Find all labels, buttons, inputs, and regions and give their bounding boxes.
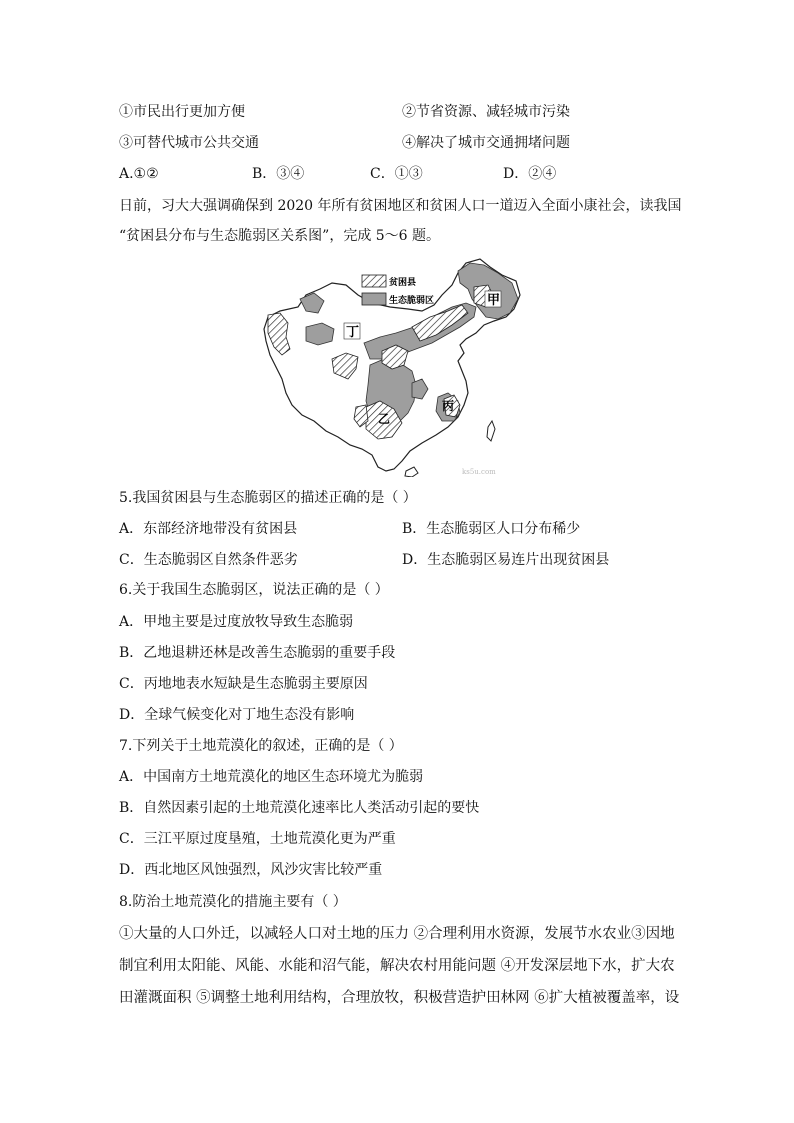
hainan-island: [405, 467, 418, 477]
q5-option-d: D．生态脆弱区易连片出现贫困县: [402, 552, 610, 568]
q4-item-2: ②节省资源、减轻城市污染: [402, 104, 570, 120]
q8-line-1: ①大量的人口外迁，以减轻人口对土地的压力 ②合理利用水资源，发展节水农业③因地: [119, 926, 675, 942]
legend-poor-county: 贫困县: [389, 278, 417, 288]
legend-fragile-zone: 生态脆弱区: [389, 296, 435, 306]
watermark: ks5u.com: [462, 468, 496, 476]
q6-option-a: A．甲地主要是过度放牧导致生态脆弱: [119, 614, 354, 630]
q5-option-a: A．东部经济地带没有贫困县: [119, 521, 298, 537]
q8-stem: 8.防治土地荒漠化的措施主要有（ ）: [119, 894, 347, 910]
q7-option-d: D．西北地区风蚀强烈，风沙灾害比较严重: [119, 862, 383, 878]
poverty-ecology-map: [262, 255, 532, 477]
q4-option-a: A.①②: [119, 166, 159, 182]
intro-line-1: 日前，习大大强调确保到 2020 年所有贫困地区和贫困人口一道迈入全面小康社会，读我国: [119, 198, 682, 214]
q6-option-b: B．乙地退耕还林是改善生态脆弱的重要手段: [119, 645, 396, 661]
label-bing: 丙: [442, 399, 455, 413]
q6-option-c: C．丙地地表水短缺是生态脆弱主要原因: [119, 676, 368, 692]
q4-option-d: D．②④: [503, 166, 557, 182]
map-legend: [362, 275, 434, 306]
intro-line-2: “贫困县分布与生态脆弱区关系图”，完成 5～6 题。: [119, 228, 441, 244]
q7-option-c: C．三江平原过度垦殖，土地荒漠化更为严重: [119, 831, 396, 847]
label-yi: 乙: [378, 412, 391, 426]
q6-stem: 6.关于我国生态脆弱区，说法正确的是（ ）: [119, 582, 389, 598]
label-jia: 甲: [487, 293, 501, 308]
q4-item-3: ③可替代城市公共交通: [119, 135, 259, 151]
q8-line-3: 田灌溉面积 ⑤调整土地利用结构，合理放牧，积极营造护田林网 ⑥扩大植被覆盖率，设: [119, 990, 680, 1006]
q7-stem: 7.下列关于土地荒漠化的叙述，正确的是（ ）: [119, 738, 403, 754]
q5-stem: 5.我国贫困县与生态脆弱区的描述正确的是（ ）: [119, 490, 417, 506]
q4-item-4: ④解决了城市交通拥堵问题: [402, 135, 570, 151]
q6-option-d: D．全球气候变化对丁地生态没有影响: [119, 707, 355, 723]
q4-option-b: B．③④: [252, 166, 305, 182]
taiwan-island: [487, 421, 495, 441]
q7-option-a: A．中国南方土地荒漠化的地区生态环境尤为脆弱: [119, 769, 424, 785]
q7-option-b: B．自然因素引起的土地荒漠化速率比人类活动引起的要快: [119, 800, 480, 816]
label-ding: 丁: [346, 325, 360, 340]
q8-line-2: 制宜利用太阳能、风能、水能和沼气能，解决农村用能问题 ④开发深层地下水，扩大农: [119, 958, 675, 974]
q5-option-b: B．生态脆弱区人口分布稀少: [402, 521, 581, 537]
q4-item-1: ①市民出行更加方便: [119, 104, 245, 120]
q5-option-c: C．生态脆弱区自然条件恶劣: [119, 552, 298, 568]
q4-option-c: C．①③: [370, 166, 423, 182]
